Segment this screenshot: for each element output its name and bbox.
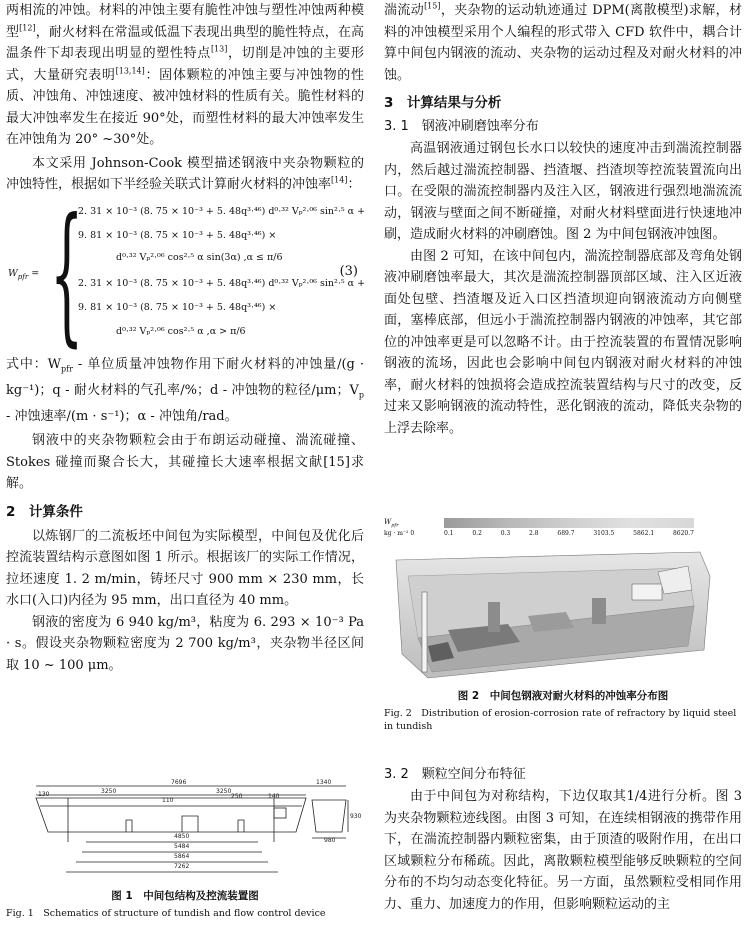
dim-label: 5864 — [174, 853, 190, 860]
equation-line: 2. 31 × 10⁻³ (8. 75 × 10⁻³ + 5. 48q³·⁴⁶) d⁰·³² Vₚ²·⁰⁶ sin²·⁵ α + — [78, 205, 366, 217]
legend-title: $W_{pfr}$ — [384, 518, 399, 529]
paragraph: 本文采用 Johnson-Cook 模型描述钢液中夹杂物颗粒的冲蚀特性，根据如下半经验关联式计算耐火材料的冲蚀率[14]： — [6, 155, 364, 192]
paragraph: 湍流动[15]，夹杂物的运动轨迹通过 DPM(离散模型)求解，材料的冲蚀模型采用个人编程的形式带入 CFD 软件中，耦合计算中间包内钢液的流动、夹杂物的运动过程及对耐火材料的冲蚀。 — [384, 1, 742, 83]
dim-label: 140 — [268, 793, 280, 800]
equation-line: 9. 81 × 10⁻³ (8. 75 × 10⁻³ + 5. 48q³·⁴⁶) × — [78, 229, 277, 241]
section-heading: 3 计算结果与分析 — [384, 95, 502, 111]
section-heading: 2 计算条件 — [6, 503, 83, 520]
figure-caption-english: Fig. 2 Distribution of erosion-corrosion rate of refractory by liquid steel in tundish — [384, 708, 737, 732]
equation-number: (3) — [339, 263, 358, 279]
legend-tick: 0.3 — [500, 530, 511, 537]
dim-label: 3250 — [216, 788, 232, 795]
dim-label: 250 — [231, 793, 243, 800]
paragraph: 以炼钢厂的二流板坯中间包为实际模型，中间包及优化后控流装置结构示意图如图 1 所示。根据该厂的实际工作情况，拉坯速度 1. 2 m/min，铸坯尺寸 900 mm × 230 mm，长水口(入口)内径为 95 mm，出口直径为 40 mm。 — [6, 528, 364, 609]
equation-lhs: $W_{pfr}$ = — [8, 267, 40, 281]
equation-3 — [6, 186, 366, 361]
paragraph: 钢液的密度为 6 940 kg/m³，粘度为 6. 293 × 10⁻³ Pa · s。假设夹杂物颗粒密度为 2 700 kg/m³，夹杂物半径区间取 10 ~ 100 μm。 — [6, 614, 364, 673]
equation-line: d⁰·³² Vₚ²·⁰⁶ cos²·⁵ α ,α > π/6 — [116, 325, 246, 337]
dim-label: 930 — [350, 813, 362, 820]
erosion-contour-render — [388, 546, 718, 684]
figure-1 — [6, 776, 364, 943]
dim-label: 5484 — [174, 843, 190, 850]
dim-label: 110 — [162, 797, 174, 804]
figure-caption: 图 2 中间包钢液对耐火材料的冲蚀率分布图 — [457, 690, 669, 702]
legend-tick: 3103.5 — [593, 530, 615, 537]
left-column — [6, 0, 366, 919]
paragraph: 由于中间包为对称结构，下边仅取其1/4进行分析。图 3 为夹杂物颗粒迹线图。由图 3 可知，在连续相钢液的携带作用下，在湍流控制器内颗粒密集，由于顶渣的吸附作用，在出口区域颗粒分布稀疏。因此，离散颗粒模型能够反映颗粒的空间分布的不均匀动态变化特征。另一方面，虽然颗粒受相同作用力、重力、加速度力的作用，但影响颗粒运动的主 — [384, 789, 742, 912]
equation-brace: { — [50, 186, 84, 361]
dim-label: 130 — [38, 791, 50, 798]
equation-line: 2. 31 × 10⁻³ (8. 75 × 10⁻³ + 5. 48q³·⁴⁶) d⁰·³² Vₚ²·⁰⁶ sin²·⁵ α + — [78, 277, 366, 289]
section-3-2 — [384, 764, 742, 915]
figure-2 — [384, 518, 742, 738]
equation-line: d⁰·³² Vₚ²·⁰⁶ cos²·⁵ α sin(3α) ,α ≤ π/6 — [116, 251, 283, 263]
color-legend — [384, 518, 694, 544]
figure-caption-english: Fig. 1 Schematics of structure of tundish and flow control device — [6, 908, 326, 919]
dim-label: 980 — [324, 837, 336, 844]
legend-tick: 2.8 — [529, 530, 539, 537]
legend-tick: 0.2 — [472, 530, 482, 537]
right-column — [384, 0, 742, 912]
paragraph: 钢液中的夹杂物颗粒会由于布朗运动碰撞、湍流碰撞、Stokes 碰撞而聚合长大，其碰撞长大速率根据文献[15]求解。 — [6, 433, 364, 492]
dim-label: 7696 — [171, 779, 187, 786]
legend-tick: 8620.7 — [672, 530, 694, 537]
dim-label: 3250 — [101, 788, 117, 795]
figure-caption: 图 1 中间包结构及控流装置图 — [111, 890, 259, 902]
equation-line: 9. 81 × 10⁻³ (8. 75 × 10⁻³ + 5. 48q³·⁴⁶) × — [78, 301, 277, 313]
paragraph: 高温钢液通过钢包长水口以较快的速度冲击到湍流控制器内，然后越过湍流控制器、挡渣堰、挡渣坝等控流装置流向出口。在受限的湍流控制器内及注入区，钢液进行强烈地湍流流动，钢液与壁面之间不断碰撞，对耐火材料壁面进行快速地冲刷，造成耐火材料的冲刷磨蚀。图 2 为中间包钢液冲蚀图。 — [384, 141, 742, 242]
legend-gradient — [444, 518, 694, 528]
legend-tick: 5862.1 — [633, 530, 655, 537]
subsection-heading: 3. 2 颗粒空间分布特征 — [384, 767, 526, 782]
paragraph: 由图 2 可知，在该中间包内，湍流控制器底部及弯角处钢液冲刷磨蚀率最大，其次是湍流控制器顶部区域、注入区近液面处包壁、挡渣堰及近入口区挡渣坝迎向钢液流动方向侧壁面，塞棒底部，但远小于湍流控制器内钢液的冲蚀率，其它部位的冲蚀率更是可以忽略不计。由于控流装置的布置情况影响钢液的流场，因此也会影响中间包内钢液对耐火材料的冲蚀率，耐火材料的蚀损将会造成控流装置结构与尺寸的改变，反过来又影响钢液的流动特性，恶化钢液的流动，降低夹杂物的上浮去除率。 — [384, 248, 742, 436]
legend-ticks — [444, 530, 694, 537]
legend-unit: kg · m⁻² 0 — [384, 530, 415, 537]
paragraph: 两相流的冲蚀。材料的冲蚀主要有脆性冲蚀与塑性冲蚀两种模型[12]，耐火材料在常温或低温下表现出典型的脆性特点，在高温条件下却表现出明显的塑性特点[13]，切削是冲蚀的主要形式，大量研究表明[13,14]：固体颗粒的冲蚀主要与冲蚀物的性质、冲蚀角、冲蚀速度、被冲蚀材料的性质有关。脆性材料的最大冲蚀率发生在接近 90°处，而塑性材料的最大冲蚀率发生在冲蚀角为 20° ~30°处。 — [6, 3, 364, 147]
tundish-schematic — [6, 776, 364, 888]
subsection-heading: 3. 1 钢液冲刷磨蚀率分布 — [384, 119, 539, 134]
dim-label: 4850 — [174, 833, 190, 840]
dim-label: 7262 — [174, 863, 190, 870]
paragraph: 式中：$W_{pfr}$ - 单位质量冲蚀物作用下耐火材料的冲蚀量/(g · kg⁻¹)；q - 耐火材料的气孔率/%；d - 冲蚀物的粒径/μm；$V_p$ - 冲蚀速率/(m · s⁻¹)；α - 冲蚀角/rad。 — [6, 356, 364, 424]
legend-tick: 689.7 — [557, 530, 575, 537]
dim-label: 1340 — [316, 779, 332, 786]
legend-tick: 0.1 — [444, 530, 454, 537]
